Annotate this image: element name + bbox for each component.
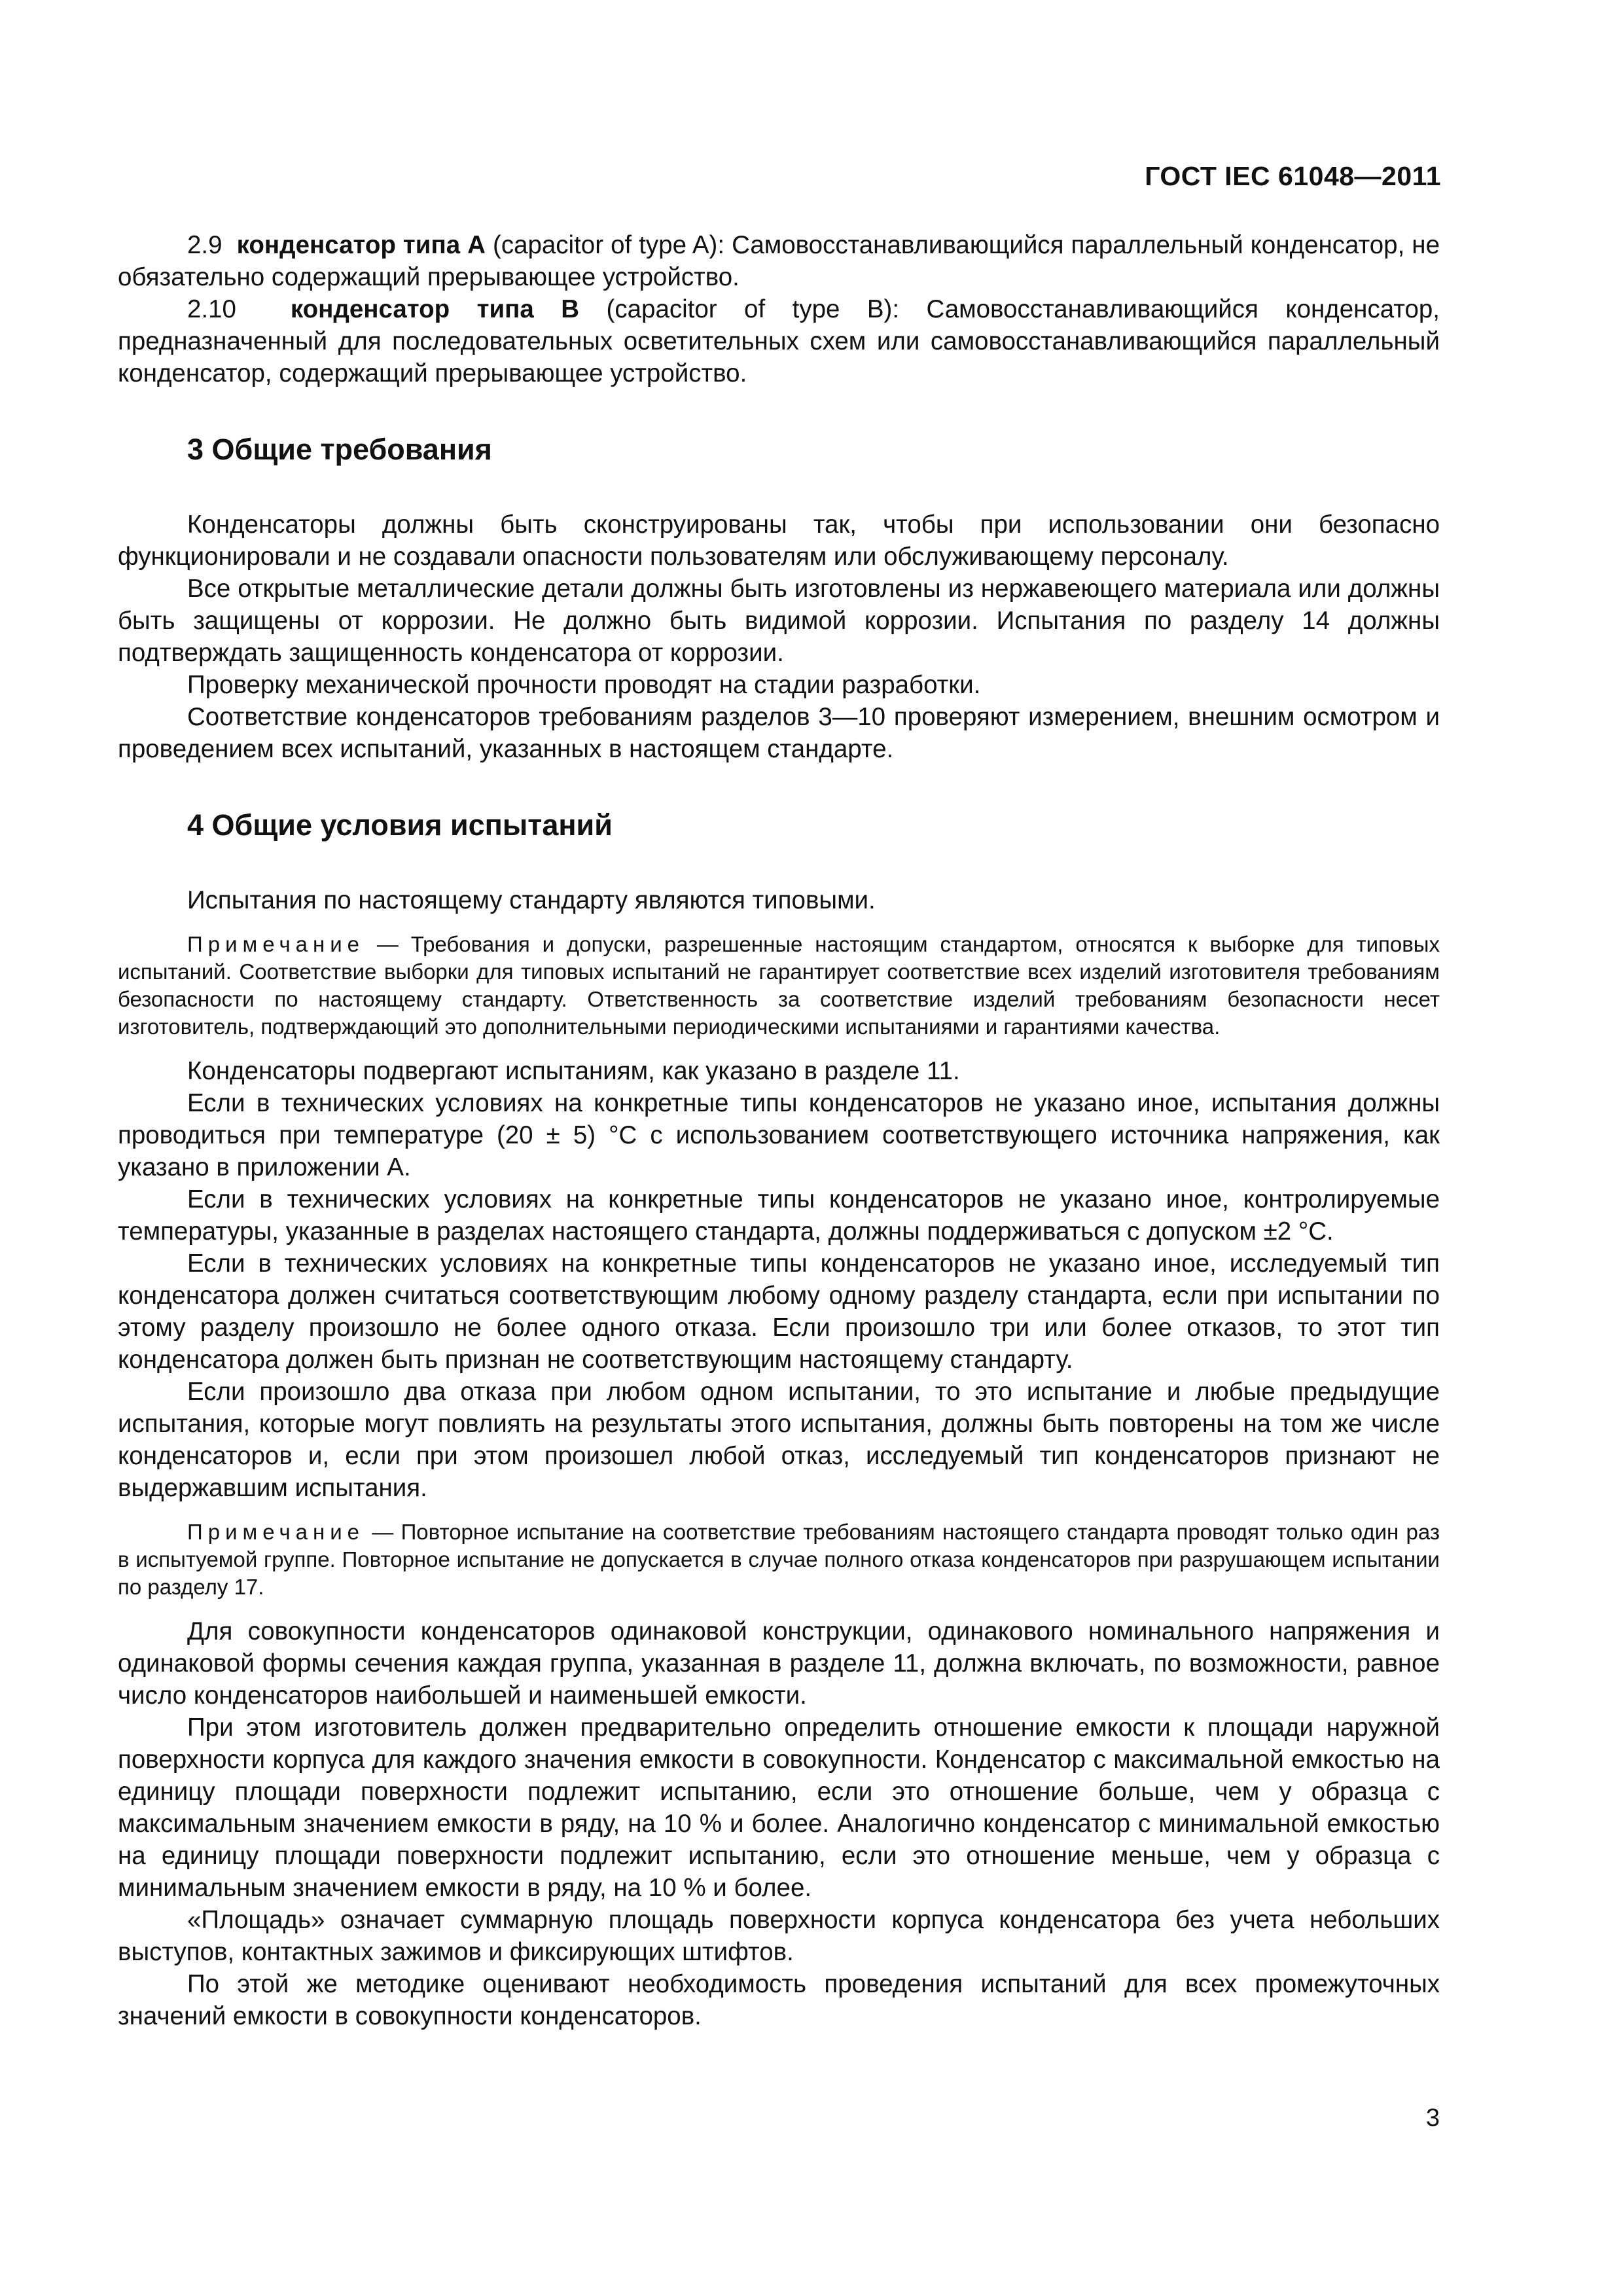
- definition-term: конденсатор типа В: [290, 295, 580, 323]
- note-label: Примечание: [187, 932, 365, 956]
- section-3-heading: 3 Общие требования: [187, 433, 492, 466]
- paragraph: По этой же методике оценивают необходимость проведения испытаний для всех промежуточных значений емкости в совокупности конденсаторов.: [118, 1970, 1440, 2030]
- paragraph: Конденсаторы должны быть сконструированы так, чтобы при использовании они безопасно функционировали и не создавали опасности пользователям или обслуживающему персоналу.: [118, 511, 1440, 571]
- paragraph: Все открытые металлические детали должны быть изготовлены из нержавеющего материала или должны быть защищены от коррозии. Не должно быть видимой коррозии. Испытания по разделу 14 должны подтверждать защищенность конденсатора от коррозии.: [118, 575, 1440, 667]
- paragraph: Конденсаторы подвергают испытаниям, как указано в разделе 11.: [187, 1057, 960, 1085]
- definition-number: 2.10: [187, 295, 236, 323]
- note-text: — Повторное испытание на соответствие требованиям настоящего стандарта проводят только один раз в испытуемой группе. Повторное испытание не допускается в случае полного отказа конденсаторов при разрушающем испытании по разделу 17.: [118, 1520, 1440, 1599]
- definition-2-10: [118, 293, 1440, 389]
- note-label: Примечание: [187, 1520, 365, 1544]
- paragraph: При этом изготовитель должен предварительно определить отношение емкости к площади наружной поверхности корпуса для каждого значения емкости в совокупности. Конденсатор с максимальной емкостью на единицу площади поверхности подлежит испытанию, если это отношение больше, чем у образца с максимальным значением емкости в ряду, на 10 % и более. Аналогично конденсатор с минимальной емкостью на единицу площади поверхности подлежит испытанию, если это отношение меньше, чем у образца с минимальным значением емкости в ряду, на 10 % и более.: [118, 1713, 1440, 1902]
- note-text: — Требования и допуски, разрешенные настоящим стандартом, относятся к выборке для типовых испытаний. Соответствие выборки для типовых испытаний не гарантирует соответствие всех изделий изготовителя требованиям безопасности по настоящему стандарту. Ответственность за соответствие изделий требованиям безопасности несет изготовитель, подтверждающий это дополнительными периодическими испытаниями и гарантиями качества.: [118, 932, 1440, 1039]
- paragraph: Проверку механической прочности проводят на стадии разработки.: [187, 671, 981, 699]
- definition-text: (capacitor of type B): Самовосстанавливающийся конденсатор, предназначенный для последовательных осветительных схем или самовосстанавливающийся параллельный конденсатор, содержащий прерывающее устройство.: [118, 295, 1440, 387]
- paragraph: Если в технических условиях на конкретные типы конденсаторов не указано иное, испытания должны проводиться при температуре (20 ± 5) °С с использованием соответствующего источника напряжения, как указано в приложении А.: [118, 1089, 1440, 1181]
- paragraph: Если в технических условиях на конкретные типы конденсаторов не указано иное, исследуемый тип конденсатора должен считаться соответствующим любому одному разделу стандарта, если при испытании по этому разделу произошло не более одного отказа. Если произошло три или более отказов, то этот тип конденсатора должен быть признан не соответствующим настоящему стандарту.: [118, 1249, 1440, 1374]
- paragraph: Если произошло два отказа при любом одном испытании, то это испытание и любые предыдущие испытания, которые могут повлиять на результаты этого испытания, должны быть повторены на том же числе конденсаторов и, если при этом произошел любой отказ, исследуемый тип конденсаторов признают не выдержавшим испытания.: [118, 1378, 1440, 1502]
- definition-text: (capacitor of type A): Самовосстанавливающийся параллельный конденсатор, не обязательно содержащий прерывающее устройство.: [118, 231, 1440, 291]
- paragraph: Испытания по настоящему стандарту являются типовыми.: [187, 886, 876, 914]
- paragraph: «Площадь» означает суммарную площадь поверхности корпуса конденсатора без учета небольших выступов, контактных зажимов и фиксирующих штифтов.: [118, 1906, 1440, 1966]
- note: [118, 931, 1440, 1041]
- section-4-heading: 4 Общие условия испытаний: [187, 808, 613, 842]
- definition-2-9: [118, 229, 1440, 293]
- note: [118, 1518, 1440, 1601]
- paragraph: Если в технических условиях на конкретные типы конденсаторов не указано иное, контролируемые температуры, указанные в разделах настоящего стандарта, должны поддерживаться с допуском ±2 °С.: [118, 1185, 1440, 1246]
- definition-term: конденсатор типа А: [236, 231, 486, 259]
- paragraph: Для совокупности конденсаторов одинаковой конструкции, одинакового номинального напряжения и одинаковой формы сечения каждая группа, указанная в разделе 11, должна включать, по возможности, равное число конденсаторов наибольшей и наименьшей емкости.: [118, 1617, 1440, 1710]
- document-code-header: ГОСТ IEC 61048—2011: [1145, 161, 1441, 191]
- page-number: 3: [1425, 2104, 1440, 2132]
- page-content: [118, 229, 1440, 2032]
- definition-number: 2.9: [187, 231, 223, 259]
- paragraph: Соответствие конденсаторов требованиям разделов 3—10 проверяют измерением, внешним осмотром и проведением всех испытаний, указанных в настоящем стандарте.: [118, 703, 1440, 763]
